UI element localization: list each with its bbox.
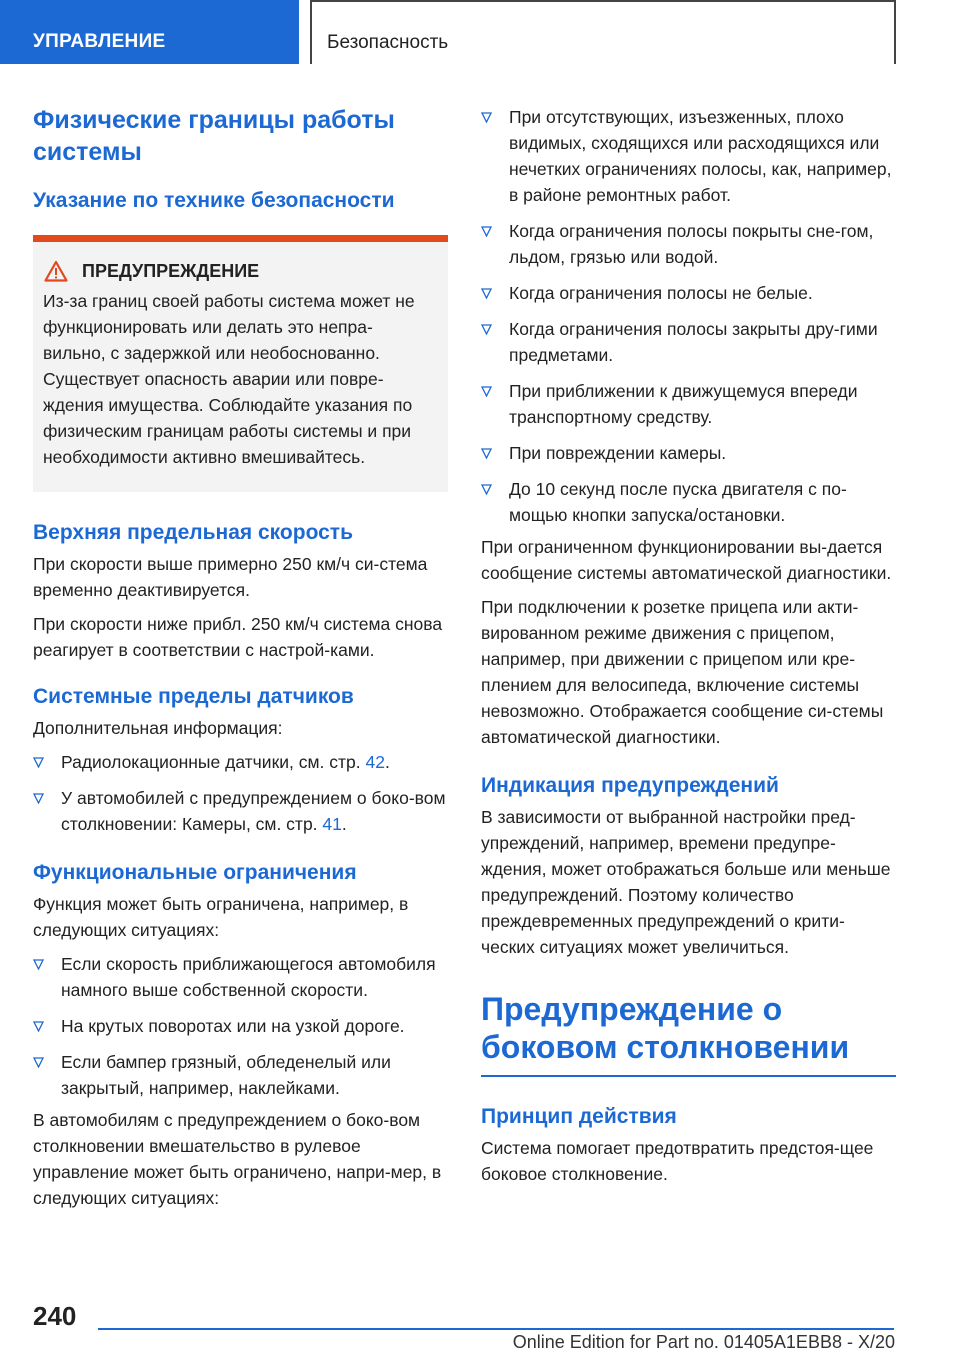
principle-heading: Принцип действия <box>481 1105 677 1128</box>
limit-list <box>481 104 896 528</box>
section-rule <box>481 1075 896 1077</box>
page-link[interactable]: 41 <box>322 814 342 834</box>
list-item: При приближении к движущемуся впереди транспортному средству. <box>481 378 896 430</box>
list-item: При повреждении камеры. <box>481 440 896 466</box>
list-item: Когда ограничения полосы закрыты дру-гими предметами. <box>481 316 896 368</box>
warning-header <box>38 260 434 282</box>
section-heading: Предупреждение о боковом столкновении <box>481 991 850 1065</box>
right-column <box>481 100 896 1187</box>
bullet-triangle-icon <box>33 757 44 768</box>
header-frame-right <box>894 0 896 64</box>
warning-label: ПРЕДУПРЕЖДЕНИЕ <box>82 260 260 281</box>
list-item: Если скорость приближающегося автомобиля намного выше собственной скорости. <box>33 951 448 1003</box>
page-title: Физические границы работы системы <box>33 106 395 166</box>
trailer-paragraph: При подключении к розетке прицепа или акти-вированном режиме движения с прицепом, например, при движении с прицепом или кре-плением для велосипеда, включение системы невозможно. Отображается сообщение си-стемы автоматической диагностики. <box>481 597 884 747</box>
header-frame-top <box>310 0 896 2</box>
bullet-triangle-icon <box>33 1021 44 1032</box>
header-frame-left <box>310 0 312 64</box>
bullet-triangle-icon <box>481 484 492 495</box>
list-item: У автомобилей с предупреждением о боко-вом столкновении: Камеры, см. стр. 41. <box>33 785 448 837</box>
page-number: 240 <box>33 1301 77 1331</box>
diagnostic-paragraph: При ограниченном функционировании вы-дается сообщение системы автоматической диагностики. <box>481 537 892 583</box>
safety-heading: Указание по технике безопасности <box>33 189 395 212</box>
sensor-heading: Системные пределы датчиков <box>33 685 354 708</box>
indicator-paragraph: В зависимости от выбранной настройки пред-упреждений, например, времени предупре-ждения, может отображаться больше или меньше предупреждений. Поэтому количество преждевременных предупреждений о крити-ческих ситуациях может увеличиться. <box>481 807 891 957</box>
speed-paragraph-2: При скорости ниже прибл. 250 км/ч система снова реагирует в соответствии с настрой-ками. <box>33 614 443 660</box>
left-column <box>33 100 448 1211</box>
func-outro: В автомобилям с предупреждением о боко-вом столкновении вмешательство в рулевое управление может быть ограничено, напри-мер, в следующих ситуациях: <box>33 1110 442 1208</box>
bullet-triangle-icon <box>481 386 492 397</box>
warning-box <box>33 235 448 492</box>
warning-text: Из-за границ своей работы система может не функционировать или делать это непра-вильно, с задержкой или необоснованно. Существует опасность аварии или повре-ждения имущества. Соблюдайте указания по физическим границам работы системы и при необходимости активно вмешивайтесь. <box>43 291 415 467</box>
bullet-triangle-icon <box>481 324 492 335</box>
func-intro: Функция может быть ограничена, например, в следующих ситуациях: <box>33 894 409 940</box>
bullet-triangle-icon <box>481 448 492 459</box>
footer-rule <box>98 1328 894 1330</box>
list-item: На крутых поворотах или на узкой дороге. <box>33 1013 448 1039</box>
list-item: При отсутствующих, изъезженных, плохо видимых, сходящихся или расходящихся или нечетких ограничениях полосы, как, например, в районе ремонтных работ. <box>481 104 896 208</box>
list-item: Радиолокационные датчики, см. стр. 42. <box>33 749 448 775</box>
bullet-triangle-icon <box>33 793 44 804</box>
bullet-triangle-icon <box>33 1057 44 1068</box>
speed-heading: Верхняя предельная скорость <box>33 521 353 544</box>
indicator-heading: Индикация предупреждений <box>481 774 779 797</box>
page-link[interactable]: 42 <box>365 752 385 772</box>
bullet-triangle-icon <box>481 112 492 123</box>
bullet-triangle-icon <box>481 226 492 237</box>
list-item: Когда ограничения полосы не белые. <box>481 280 896 306</box>
bullet-triangle-icon <box>481 288 492 299</box>
speed-paragraph-1: При скорости выше примерно 250 км/ч си-стема временно деактивируется. <box>33 554 428 600</box>
func-heading: Функциональные ограничения <box>33 861 357 884</box>
principle-paragraph: Система помогает предотвратить предстоя-щее боковое столкновение. <box>481 1138 874 1184</box>
func-list <box>33 951 448 1101</box>
chapter-tab: УПРАВЛЕНИЕ <box>0 0 299 64</box>
list-item: Если бампер грязный, обледенелый или закрытый, например, наклейками. <box>33 1049 448 1101</box>
sensor-intro: Дополнительная информация: <box>33 718 283 738</box>
section-title: Безопасность <box>327 32 449 53</box>
bullet-triangle-icon <box>33 959 44 970</box>
list-item: Когда ограничения полосы покрыты сне-гом, льдом, грязью или водой. <box>481 218 896 270</box>
warning-triangle-icon <box>44 260 68 282</box>
footer-edition: Online Edition for Part no. 01405A1EBB8 - X/20 <box>512 1332 895 1352</box>
list-item: До 10 секунд после пуска двигателя с по-мощью кнопки запуска/остановки. <box>481 476 896 528</box>
sensor-list <box>33 749 448 837</box>
